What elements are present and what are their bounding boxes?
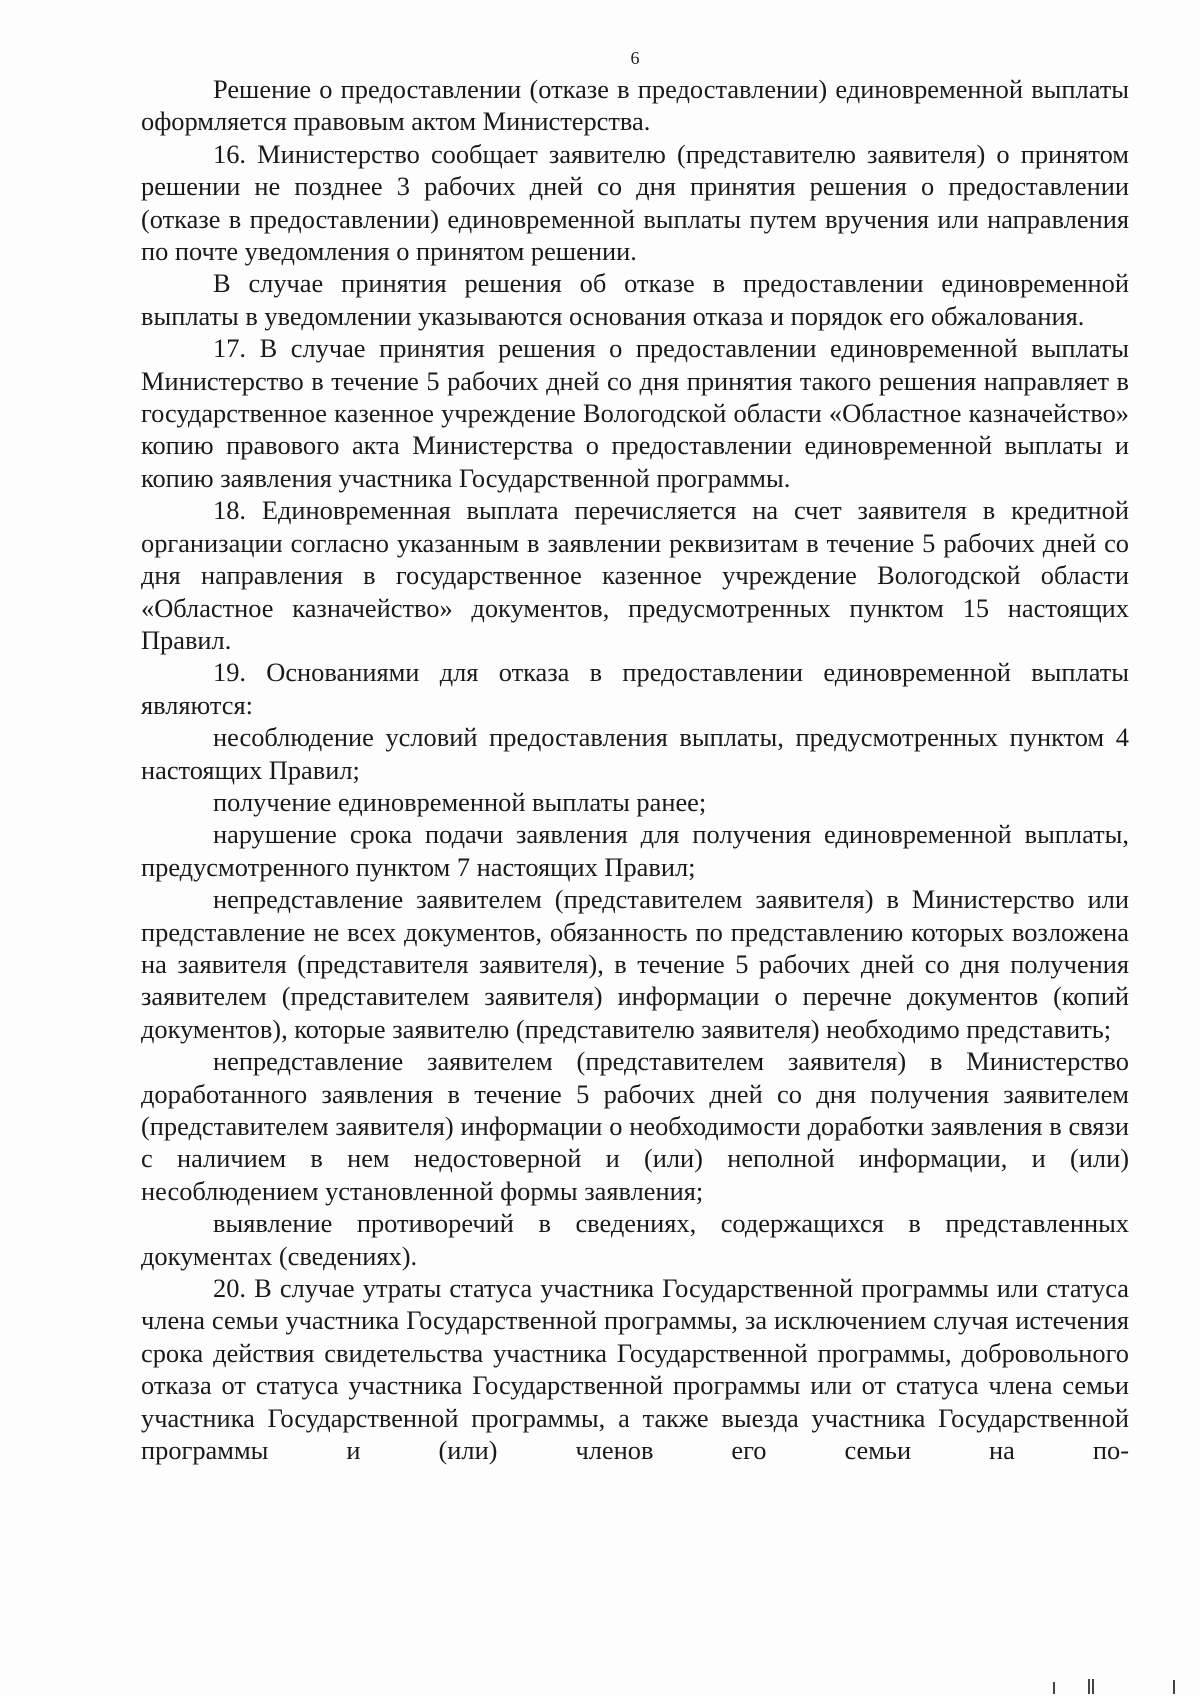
scan-mark — [1092, 1679, 1094, 1694]
refusal-ground-contradictions: выявление противоречий в сведениях, содержащихся в представленных документах (сведениях). — [141, 1208, 1129, 1271]
paragraph-16: 16. Министерство сообщает заявителю (представителю заявителя) о принятом решении не позднее 3 рабочих дней со дня принятия решения о предоставлении (отказе в предоставлении) единовременной выплаты путем вручения или направления по почте уведомления о принятом решении. — [141, 138, 1129, 267]
paragraph-20: 20. В случае утраты статуса участника Государственной программы или статуса члена семьи участника Государственной программы, за исключением случая истечения срока действия свидетельства участника Государственной программы, добровольного отказа от статуса участника Государственной программы или от статуса члена семьи участника Государственной программы, а также выезда участника Государственной программы и (или) членов его семьи на по- — [141, 1273, 1129, 1466]
scan-mark — [1053, 1682, 1055, 1694]
paragraph-refusal-notice: В случае принятия решения об отказе в предоставлении единовременной выплаты в уведомлении указываются основания отказа и порядок его обжалования. — [141, 268, 1129, 331]
refusal-ground-missing-documents: непредставление заявителем (представителем заявителя) в Министерство или представление не всех документов, обязанность по представлению которых возложена на заявителя (представителя заявителя), в течение 5 рабочих дней со дня получения заявителем (представителем заявителя) информации о перечне документов (копий документов), которые заявителю (представителю заявителя) необходимо представить; — [141, 884, 1129, 1044]
paragraph-decision-form: Решение о предоставлении (отказе в предоставлении) единовременной выплаты оформляется правовым актом Министерства. — [141, 74, 1129, 137]
scan-mark — [1088, 1679, 1090, 1694]
scan-mark — [1173, 1680, 1175, 1694]
refusal-ground-conditions: несоблюдение условий предоставления выплаты, предусмотренных пунктом 4 настоящих Правил; — [141, 722, 1129, 785]
page-number: 6 — [630, 48, 640, 68]
document-body — [141, 73, 1129, 1466]
paragraph-19: 19. Основаниями для отказа в предоставлении единовременной выплаты являются: — [141, 657, 1129, 720]
paragraph-17: 17. В случае принятия решения о предоставлении единовременной выплаты Министерство в течение 5 рабочих дней со дня принятия такого решения направляет в государственное казенное учреждение Вологодской области «Областное казначейство» копию правового акта Министерства о предоставлении единовременной выплаты и копию заявления участника Государственной программы. — [141, 333, 1129, 493]
refusal-ground-revised-application: непредставление заявителем (представителем заявителя) в Министерство доработанного заявления в течение 5 рабочих дней со дня получения заявителем (представителем заявителя) информации о необходимости доработки заявления в связи с наличием в нем недостоверной и (или) неполной информации, и (или) несоблюдением установленной формы заявления; — [141, 1046, 1129, 1206]
paragraph-18: 18. Единовременная выплата перечисляется на счет заявителя в кредитной организации согласно указанным в заявлении реквизитам в течение 5 рабочих дней со дня направления в государственное казенное учреждение Вологодской области «Областное казначейство» документов, предусмотренных пунктом 15 настоящих Правил. — [141, 495, 1129, 655]
refusal-ground-received-before: получение единовременной выплаты ранее; — [213, 786, 707, 817]
refusal-ground-deadline: нарушение срока подачи заявления для получения единовременной выплаты, предусмотренного пунктом 7 настоящих Правил; — [141, 819, 1129, 882]
